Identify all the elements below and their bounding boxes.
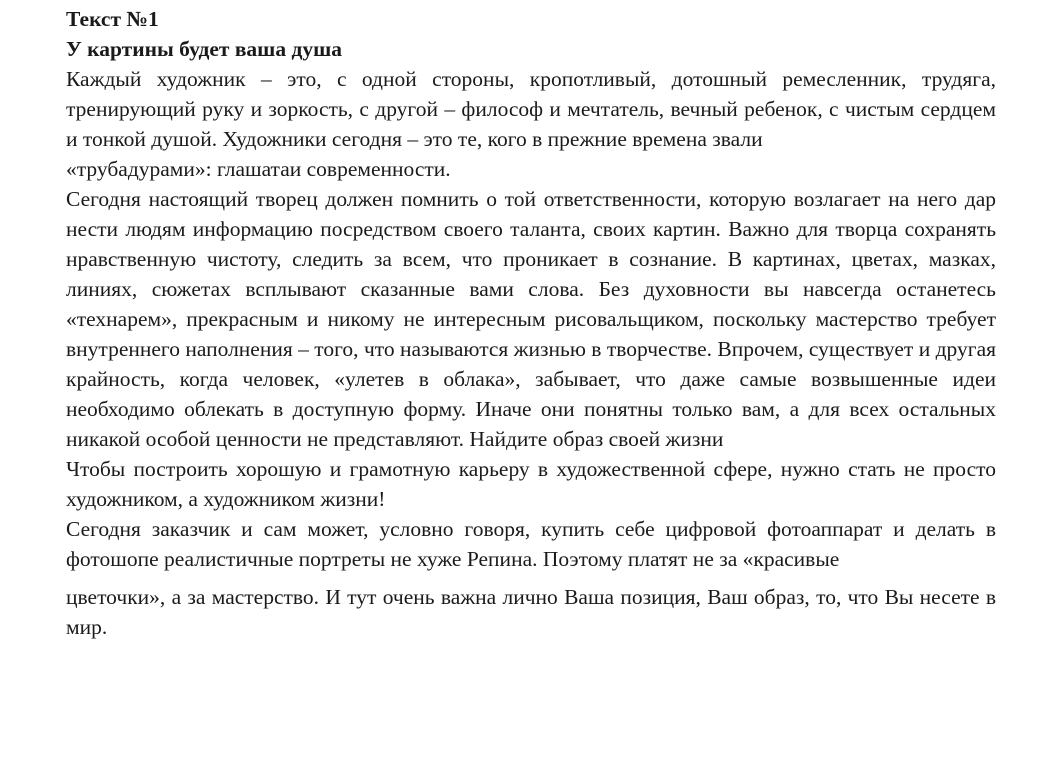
paragraph-gap	[66, 574, 996, 582]
paragraph-responsibility: Сегодня настоящий творец должен помнить о той ответственности, которую возлагает на него дар нести людям информацию посредством своего таланта, своих картин. Важно для творца сохранять нравственную чистоту, следить за всем, что проникает в сознание. В картинах, цветах, мазках, линиях, сюжетах всплывают сказанные вами слова. Без духовности вы навсегда останетесь «технарем», прекрасным и никому не интересным рисовальщиком, поскольку мастерство требует внутреннего наполнения – того, что называются жизнью в творчестве. Впрочем, существует и другая крайность, когда человек, «улетев в облака», забывает, что даже самые возвышенные идеи необходимо облекать в доступную форму. Иначе они понятны только вам, а для всех остальных никакой особой ценности не представляют. Найдите образ своей жизни	[66, 187, 996, 451]
paragraph-customer: Сегодня заказчик и сам может, условно говоря, купить себе цифровой фотоаппарат и делать в фотошопе реалистичные портреты не хуже Репина. Поэтому платят не за «красивые	[66, 517, 996, 571]
text-number-heading: Текст №1	[66, 7, 159, 31]
paragraph-intro: Каждый художник – это, с одной стороны, кропотливый, дотошный ремесленник, трудяга, тренирующий руку и зоркость, с другой – философ и мечтатель, вечный ребенок, с чистым сердцем и тонкой душой. Художники сегодня – это те, кого в прежние времена звали	[66, 67, 996, 151]
paragraph-conclusion: цветочки», а за мастерство. И тут очень важна лично Ваша позиция, Ваш образ, то, что Вы несете в мир.	[66, 585, 996, 639]
document-page	[66, 4, 996, 642]
document-title: У картины будет ваша душа	[66, 37, 342, 61]
paragraph-troubadours: «трубадурами»: глашатаи современности.	[66, 157, 451, 181]
paragraph-career: Чтобы построить хорошую и грамотную карьеру в художественной сфере, нужно стать не просто художником, а художником жизни!	[66, 457, 996, 511]
